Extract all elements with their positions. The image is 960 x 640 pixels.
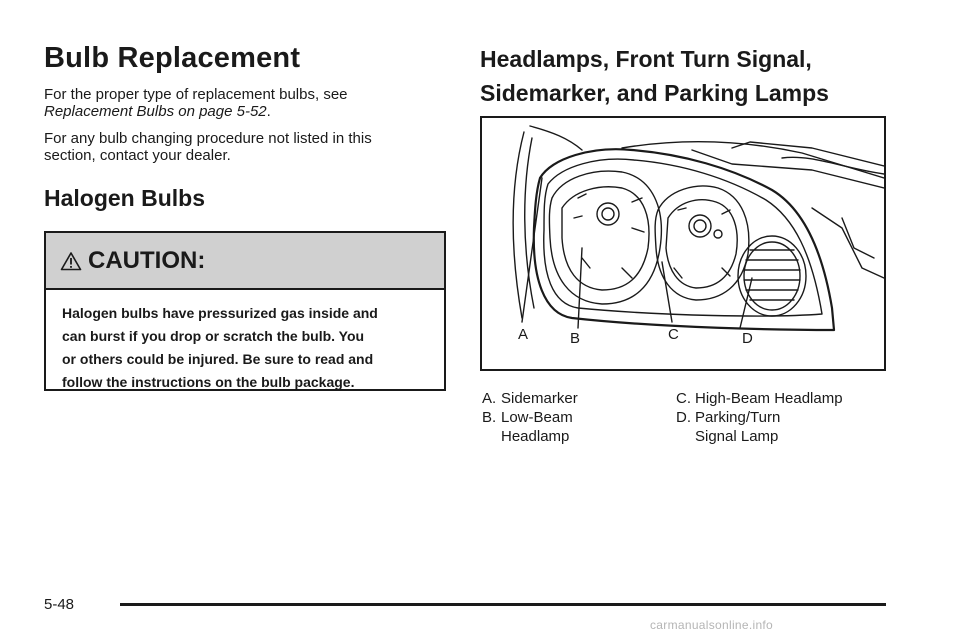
caution-line: Halogen bulbs have pressurized gas inside and <box>62 305 378 321</box>
legend-value: Low-Beam <box>501 409 573 426</box>
legend-value: High-Beam Headlamp <box>695 390 843 407</box>
caution-line: follow the instructions on the bulb package. <box>62 374 355 390</box>
dealer-paragraph <box>44 130 444 164</box>
intro-period: . <box>266 103 271 120</box>
page-number: 5-48 <box>44 596 75 613</box>
headlamps-title-line-1: Headlamps, Front Turn Signal, <box>480 46 812 72</box>
replacement-bulbs-link[interactable]: Replacement Bulbs on page 5-52 <box>44 103 267 120</box>
legend-key: D. <box>676 409 691 426</box>
caution-line: can burst if you drop or scratch the bulb. You <box>62 328 365 344</box>
figure-label-b: B <box>570 330 581 347</box>
legend-column-right <box>676 389 886 446</box>
legend-item-c <box>676 389 886 408</box>
headlamp-figure <box>480 116 886 371</box>
footer-divider <box>120 603 886 606</box>
headlamps-title-line-2: Sidemarker, and Parking Lamps <box>480 80 829 106</box>
watermark: carmanualsonline.info <box>650 618 774 632</box>
legend-key: A. <box>482 390 497 407</box>
legend-key: B. <box>482 409 497 426</box>
legend-item-b <box>482 408 672 446</box>
legend-value: Signal Lamp <box>695 428 779 445</box>
section-title-halogen: Halogen Bulbs <box>44 185 206 211</box>
legend-item-d <box>676 408 886 446</box>
warning-triangle-icon <box>60 251 82 271</box>
legend-value: Sidemarker <box>501 390 578 407</box>
caution-title: CAUTION: <box>88 246 206 274</box>
figure-label-d: D <box>742 330 753 347</box>
headlamp-illustration <box>482 118 884 369</box>
intro-line-1: For the proper type of replacement bulbs, see <box>44 86 348 103</box>
caution-header <box>46 233 444 290</box>
legend-value: Headlamp <box>501 428 570 445</box>
legend-value: Parking/Turn <box>695 409 781 426</box>
caution-box <box>44 231 446 391</box>
figure-label-c: C <box>668 326 679 343</box>
legend-item-a <box>482 389 672 408</box>
section-title-headlamps <box>480 42 829 110</box>
page-title: Bulb Replacement <box>44 42 301 74</box>
legend-key: C. <box>676 390 691 407</box>
dealer-line-1: For any bulb changing procedure not listed in this <box>44 130 372 147</box>
legend-column-left <box>482 389 672 446</box>
intro-paragraph <box>44 86 444 120</box>
caution-line: or others could be injured. Be sure to read and <box>62 351 374 367</box>
figure-label-a: A <box>518 326 529 343</box>
dealer-line-2: section, contact your dealer. <box>44 147 231 164</box>
caution-text <box>46 290 444 394</box>
